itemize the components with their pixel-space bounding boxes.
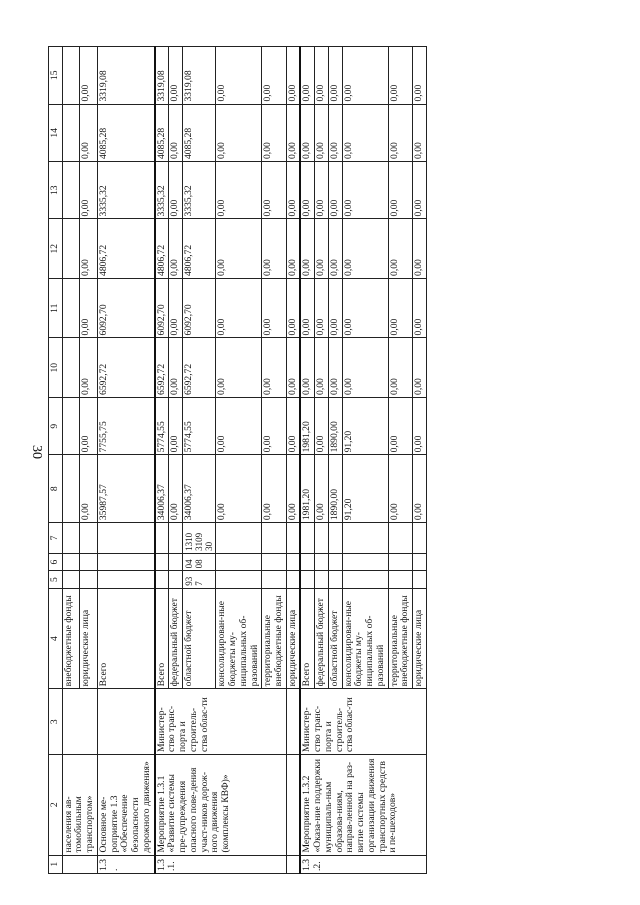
- cell-value: 0,00: [342, 278, 388, 338]
- cell-num: 1.3.: [97, 855, 154, 873]
- cell-source: областной бюджет: [328, 588, 342, 689]
- cell-value: 0,00: [388, 104, 412, 161]
- cell-value: 0,00: [169, 104, 183, 161]
- cell-value: 0,00: [413, 397, 427, 454]
- cell-cs: [62, 523, 80, 554]
- cell-cs: [315, 523, 329, 554]
- cell-cs: [262, 523, 286, 554]
- cell-value: [62, 397, 80, 454]
- cell-value: 0,00: [328, 47, 342, 105]
- cell-value: 34006,37: [155, 455, 169, 523]
- cell-value: 0,00: [388, 162, 412, 219]
- cell-value: 0,00: [262, 104, 286, 161]
- cell-value: 91,20: [342, 455, 388, 523]
- cell-value: 0,00: [315, 104, 329, 161]
- cell-source: Всего: [300, 588, 314, 689]
- cell-value: 4806,72: [183, 219, 216, 279]
- cell-value: 0,00: [286, 278, 300, 338]
- cell-responsible: [286, 689, 300, 755]
- cell-event-name: Основное ме-роприятие 1.3 «Обеспечение безопасности дорожного движения»: [97, 754, 154, 855]
- cell-rz: [388, 553, 412, 570]
- cell-value: 0,00: [286, 219, 300, 279]
- cell-value: 5774,55: [183, 397, 216, 454]
- cell-event-name: Мероприятие 1.3.1 «Развитие системы пре-дупреждения опасного пове-дения участ-ников дорож-ного движения (комплексы КВФ)»: [155, 754, 287, 855]
- cell-value: 0,00: [80, 219, 98, 279]
- col-header: 11: [49, 278, 63, 338]
- cell-source: юридические лица: [80, 588, 98, 689]
- cell-value: 35987,57: [97, 455, 154, 523]
- cell-g: [262, 571, 286, 588]
- cell-value: 0,00: [216, 162, 262, 219]
- cell-num: [286, 855, 300, 873]
- cell-source: территориальные внебюджетные фонды: [388, 588, 412, 689]
- cell-value: 0,00: [413, 219, 427, 279]
- cell-value: 0,00: [315, 219, 329, 279]
- cell-cs: [286, 523, 300, 554]
- col-header: 6: [49, 553, 63, 570]
- cell-value: [62, 104, 80, 161]
- cell-value: [62, 47, 80, 105]
- cell-value: 1890,00: [328, 455, 342, 523]
- cell-value: 4085,28: [97, 104, 154, 161]
- cell-num: 1.3.2.: [300, 855, 426, 873]
- cell-responsible: [97, 689, 154, 755]
- cell-value: 0,00: [342, 47, 388, 105]
- cell-rz: [413, 553, 427, 570]
- cell-value: 0,00: [315, 47, 329, 105]
- cell-value: 3335,32: [183, 162, 216, 219]
- cell-g: [216, 571, 262, 588]
- col-header: 15: [49, 47, 63, 105]
- cell-value: 4085,28: [183, 104, 216, 161]
- cell-value: 1981,20: [300, 397, 314, 454]
- cell-value: 0,00: [80, 397, 98, 454]
- cell-cs: [342, 523, 388, 554]
- cell-rz: [62, 553, 80, 570]
- cell-value: 0,00: [413, 455, 427, 523]
- cell-g: [388, 571, 412, 588]
- cell-rz: [300, 553, 314, 570]
- cell-value: 0,00: [169, 455, 183, 523]
- cell-value: 0,00: [216, 338, 262, 398]
- rotated-table-wrapper: [48, 46, 604, 874]
- cell-rz: [80, 553, 98, 570]
- cell-responsible: Министер-ство транс-порта и строитель-ства облас-ти: [155, 689, 287, 755]
- col-header: 7: [49, 523, 63, 554]
- cell-source: консолидирован-ные бюджеты му-ниципальных об-разований: [342, 588, 388, 689]
- col-header: 3: [49, 689, 63, 755]
- table-row: [300, 47, 314, 874]
- cell-value: 0,00: [315, 397, 329, 454]
- cell-value: 0,00: [300, 219, 314, 279]
- header-row: [49, 47, 63, 874]
- table-row: [62, 47, 80, 874]
- cell-source: федеральный бюджет: [169, 588, 183, 689]
- cell-value: 0,00: [169, 338, 183, 398]
- cell-value: 0,00: [342, 162, 388, 219]
- cell-value: 0,00: [80, 47, 98, 105]
- cell-value: 0,00: [216, 278, 262, 338]
- cell-g: [315, 571, 329, 588]
- cell-g: [155, 571, 169, 588]
- cell-value: 0,00: [286, 338, 300, 398]
- cell-value: 0,00: [262, 338, 286, 398]
- cell-value: 6592,72: [155, 338, 169, 398]
- cell-g: [286, 571, 300, 588]
- cell-value: 0,00: [315, 455, 329, 523]
- cell-value: 3335,32: [155, 162, 169, 219]
- cell-value: 0,00: [80, 278, 98, 338]
- cell-value: 0,00: [300, 47, 314, 105]
- col-header: 5: [49, 571, 63, 588]
- cell-g: [97, 571, 154, 588]
- cell-cs: [216, 523, 262, 554]
- table-row: [97, 47, 154, 874]
- cell-value: 0,00: [328, 104, 342, 161]
- cell-value: 0,00: [169, 278, 183, 338]
- cell-value: 0,00: [262, 397, 286, 454]
- cell-cs: [80, 523, 98, 554]
- cell-value: 1981,20: [300, 455, 314, 523]
- cell-value: 0,00: [388, 47, 412, 105]
- cell-value: 0,00: [388, 219, 412, 279]
- cell-g: [169, 571, 183, 588]
- cell-value: 0,00: [413, 278, 427, 338]
- cell-event-name: [286, 754, 300, 855]
- cell-rz: [155, 553, 169, 570]
- col-header: 1: [49, 855, 63, 873]
- cell-value: 0,00: [388, 338, 412, 398]
- cell-source: территориальные внебюджетные фонды: [262, 588, 286, 689]
- cell-value: 4806,72: [97, 219, 154, 279]
- cell-value: 0,00: [315, 162, 329, 219]
- cell-source: Всего: [155, 588, 169, 689]
- cell-source: областной бюджет: [183, 588, 216, 689]
- col-header: 4: [49, 588, 63, 689]
- cell-value: 0,00: [80, 162, 98, 219]
- cell-value: 0,00: [328, 219, 342, 279]
- cell-value: 0,00: [216, 104, 262, 161]
- cell-source: юридические лица: [286, 588, 300, 689]
- cell-value: 5774,55: [155, 397, 169, 454]
- cell-cs: [155, 523, 169, 554]
- cell-g: [413, 571, 427, 588]
- cell-value: 0,00: [80, 338, 98, 398]
- cell-value: 0,00: [342, 219, 388, 279]
- cell-value: 3335,32: [97, 162, 154, 219]
- cell-value: 0,00: [216, 47, 262, 105]
- cell-value: 34006,37: [183, 455, 216, 523]
- cell-cs: [328, 523, 342, 554]
- cell-value: 0,00: [262, 219, 286, 279]
- cell-value: 3319,08: [97, 47, 154, 105]
- cell-value: 0,00: [80, 104, 98, 161]
- cell-rz: [262, 553, 286, 570]
- col-header: 9: [49, 397, 63, 454]
- cell-value: 0,00: [216, 219, 262, 279]
- cell-value: 0,00: [286, 104, 300, 161]
- cell-value: 0,00: [328, 338, 342, 398]
- cell-value: 0,00: [342, 338, 388, 398]
- cell-value: 0,00: [300, 338, 314, 398]
- cell-num: 1.3.1.: [155, 855, 287, 873]
- cell-value: 6092,70: [183, 278, 216, 338]
- cell-event-name: населения ав-томобильным транспортом»: [62, 754, 97, 855]
- cell-value: 0,00: [169, 47, 183, 105]
- cell-source: федеральный бюджет: [315, 588, 329, 689]
- cell-value: [62, 162, 80, 219]
- cell-num: [62, 855, 97, 873]
- cell-g: [80, 571, 98, 588]
- cell-value: 0,00: [262, 455, 286, 523]
- table-row: [286, 47, 300, 874]
- cell-value: 91,20: [342, 397, 388, 454]
- cell-value: [62, 455, 80, 523]
- cell-value: 0,00: [328, 278, 342, 338]
- cell-responsible: [62, 689, 97, 755]
- cell-cs: [300, 523, 314, 554]
- col-header: 2: [49, 754, 63, 855]
- col-header: 8: [49, 455, 63, 523]
- cell-value: 0,00: [413, 47, 427, 105]
- table-row: [155, 47, 169, 874]
- cell-value: [62, 219, 80, 279]
- cell-value: 1890,00: [328, 397, 342, 454]
- cell-value: 3319,08: [183, 47, 216, 105]
- cell-event-name: Мероприятие 1.3.2 «Оказа-ние поддержки муниципаль-ным образова-ниям, направ-ленной на раз-витие системы организации движения транспортных средств и пе-шеходов»: [300, 754, 426, 855]
- cell-value: 6592,72: [183, 338, 216, 398]
- col-header: 12: [49, 219, 63, 279]
- cell-value: 0,00: [286, 162, 300, 219]
- cell-value: 0,00: [216, 397, 262, 454]
- cell-rz: [286, 553, 300, 570]
- cell-value: 0,00: [315, 278, 329, 338]
- cell-value: 0,00: [315, 338, 329, 398]
- cell-value: 0,00: [328, 162, 342, 219]
- cell-value: 0,00: [286, 397, 300, 454]
- budget-table: [48, 46, 427, 874]
- cell-value: 0,00: [80, 455, 98, 523]
- cell-value: 0,00: [169, 397, 183, 454]
- col-header: 14: [49, 104, 63, 161]
- cell-value: 0,00: [388, 278, 412, 338]
- cell-rz: [342, 553, 388, 570]
- col-header: 10: [49, 338, 63, 398]
- cell-value: 0,00: [262, 278, 286, 338]
- cell-source: юридические лица: [413, 588, 427, 689]
- cell-g: [328, 571, 342, 588]
- cell-value: 0,00: [286, 455, 300, 523]
- cell-value: 4085,28: [155, 104, 169, 161]
- cell-rz: [328, 553, 342, 570]
- cell-value: 6092,70: [97, 278, 154, 338]
- cell-value: [62, 338, 80, 398]
- cell-value: 0,00: [342, 104, 388, 161]
- cell-value: 0,00: [300, 278, 314, 338]
- cell-cs: 1310 3109 30: [183, 523, 216, 554]
- cell-value: 7755,75: [97, 397, 154, 454]
- cell-rz: [315, 553, 329, 570]
- cell-value: 0,00: [169, 219, 183, 279]
- cell-value: 3319,08: [155, 47, 169, 105]
- cell-value: 0,00: [413, 338, 427, 398]
- cell-value: 0,00: [262, 47, 286, 105]
- cell-value: 0,00: [388, 455, 412, 523]
- cell-value: 0,00: [300, 104, 314, 161]
- col-header: 13: [49, 162, 63, 219]
- cell-cs: [413, 523, 427, 554]
- cell-source: Всего: [97, 588, 154, 689]
- cell-g: [300, 571, 314, 588]
- cell-cs: [97, 523, 154, 554]
- cell-value: 4806,72: [155, 219, 169, 279]
- cell-value: 0,00: [413, 104, 427, 161]
- cell-value: [62, 278, 80, 338]
- cell-value: 0,00: [169, 162, 183, 219]
- cell-source: консолидирован-ные бюджеты му-ниципальных об-разований: [216, 588, 262, 689]
- cell-value: 0,00: [388, 397, 412, 454]
- cell-g: [342, 571, 388, 588]
- cell-value: 0,00: [300, 162, 314, 219]
- cell-source: внебюджетные фонды: [62, 588, 80, 689]
- cell-cs: [388, 523, 412, 554]
- page-number: 30: [29, 445, 44, 459]
- cell-value: 0,00: [286, 47, 300, 105]
- cell-g: 93 7: [183, 571, 216, 588]
- cell-value: 0,00: [413, 162, 427, 219]
- cell-rz: [97, 553, 154, 570]
- cell-rz: [169, 553, 183, 570]
- cell-rz: [216, 553, 262, 570]
- cell-responsible: Министер-ство транс-порта и строитель-ства облас-ти: [300, 689, 426, 755]
- cell-cs: [169, 523, 183, 554]
- cell-value: 0,00: [262, 162, 286, 219]
- cell-g: [62, 571, 80, 588]
- cell-value: 6092,70: [155, 278, 169, 338]
- cell-value: 0,00: [216, 455, 262, 523]
- cell-value: 6592,72: [97, 338, 154, 398]
- cell-rz: 04 08: [183, 553, 216, 570]
